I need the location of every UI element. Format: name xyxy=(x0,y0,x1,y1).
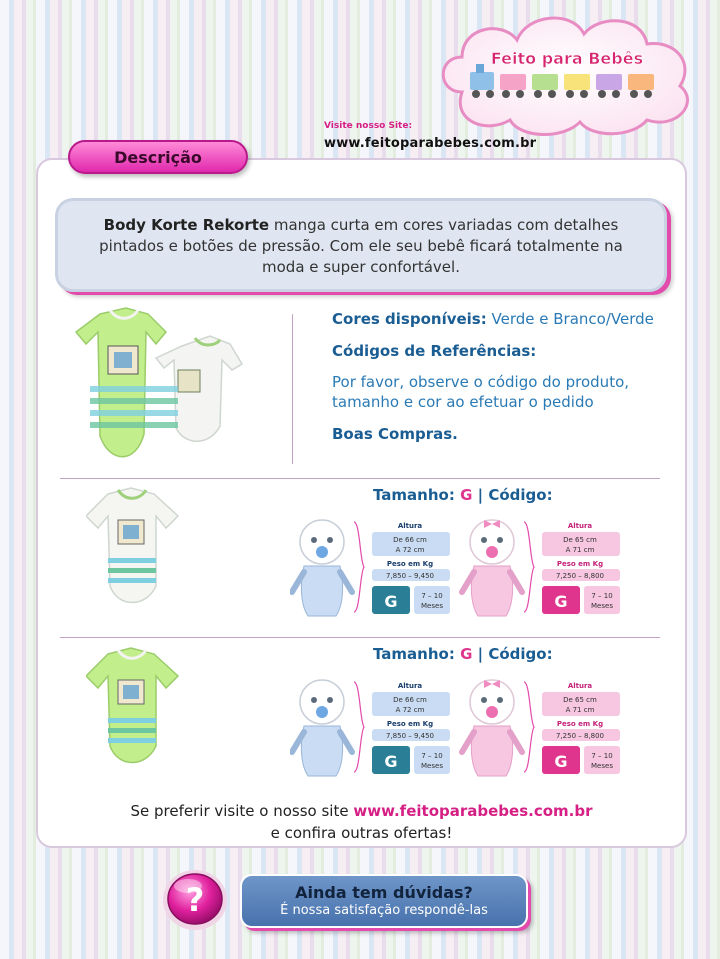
help-box[interactable] xyxy=(240,874,528,928)
boy-age-range: 7 – 10 xyxy=(421,752,443,760)
colors-value: Verde e Branco/Verde xyxy=(491,310,654,328)
divider-1 xyxy=(60,478,660,479)
girl-height-to: A 71 cm xyxy=(565,546,595,554)
boy-age-unit: Meses xyxy=(421,602,443,610)
size-chart-1 xyxy=(290,512,630,622)
boy-height-label: Altura xyxy=(397,682,423,690)
boy-weight: 7,850 – 9,450 xyxy=(385,572,435,580)
colors-label: Cores disponíveis: xyxy=(332,310,487,328)
description-tab[interactable]: Descrição xyxy=(68,140,248,174)
girl-weight: 7,250 – 8,800 xyxy=(555,572,605,580)
girl-age-unit: Meses xyxy=(591,762,613,770)
girl-weight: 7,250 – 8,800 xyxy=(555,732,605,740)
site-url-link[interactable]: www.feitoparabebes.com.br xyxy=(324,136,537,151)
size-title-2: Tamanho: G | Código: xyxy=(373,645,553,663)
boy-height-from: De 66 cm xyxy=(393,536,427,544)
vertical-divider xyxy=(292,314,293,464)
divider-2 xyxy=(60,637,660,638)
girl-size-badge: G xyxy=(554,752,568,771)
product-image-green-body xyxy=(86,646,196,770)
boy-weight-label: Peso em Kg xyxy=(386,560,434,568)
girl-height-to: A 71 cm xyxy=(565,706,595,714)
logo-text: Feito para Bebês xyxy=(490,49,644,68)
girl-height-label: Altura xyxy=(567,682,593,690)
baby-girl-icon xyxy=(462,680,522,776)
baby-girl-icon xyxy=(462,520,522,616)
girl-height-from: De 65 cm xyxy=(563,536,597,544)
size-value: G xyxy=(460,486,473,504)
codes-label: Códigos de Referências: xyxy=(332,342,537,360)
size-chart-2 xyxy=(290,672,630,782)
order-notice: Por favor, observe o código do produto, tamanho e cor ao efetuar o pedido xyxy=(332,373,630,411)
intro-box xyxy=(55,198,667,292)
footer-text xyxy=(36,800,687,844)
visit-site-label: Visite nosso Site: xyxy=(324,121,413,131)
boy-size-badge: G xyxy=(384,752,398,771)
product-name: Body Korte Rekorte xyxy=(103,216,270,234)
girl-age-unit: Meses xyxy=(591,602,613,610)
boy-height-to: A 72 cm xyxy=(395,706,425,714)
svg-text:?: ? xyxy=(185,881,205,919)
girl-height-from: De 65 cm xyxy=(563,696,597,704)
boy-age-unit: Meses xyxy=(421,762,443,770)
girl-age-range: 7 – 10 xyxy=(591,592,613,600)
boy-height-to: A 72 cm xyxy=(395,546,425,554)
boy-weight-label: Peso em Kg xyxy=(386,720,434,728)
help-subtitle: É nossa satisfação respondê-las xyxy=(280,903,488,918)
size-value: G xyxy=(460,645,473,663)
brand-logo[interactable] xyxy=(432,2,702,140)
size-title-1: Tamanho: G | Código: xyxy=(373,486,553,504)
boy-weight: 7,850 – 9,450 xyxy=(385,732,435,740)
girl-weight-label: Peso em Kg xyxy=(556,720,604,728)
help-title: Ainda tem dúvidas? xyxy=(295,883,473,902)
boy-size-badge: G xyxy=(384,592,398,611)
question-icon[interactable] xyxy=(160,866,230,932)
green-body-image xyxy=(76,308,178,457)
intro-text: manga curta em cores variadas com detalhes pintados e botões de pressão. Com ele seu bebê ficará totalmente na moda e super confortável. xyxy=(99,216,623,276)
girl-age-range: 7 – 10 xyxy=(591,752,613,760)
girl-size-badge: G xyxy=(554,592,568,611)
boy-age-range: 7 – 10 xyxy=(421,592,443,600)
closing-text: Boas Compras. xyxy=(332,425,458,443)
product-image-two-bodies xyxy=(70,306,270,476)
boy-height-label: Altura xyxy=(397,522,423,530)
colors-line xyxy=(332,309,654,329)
footer-site-link[interactable]: www.feitoparabebes.com.br xyxy=(353,802,593,820)
girl-height-label: Altura xyxy=(567,522,593,530)
girl-weight-label: Peso em Kg xyxy=(556,560,604,568)
baby-boy-icon xyxy=(292,520,352,616)
baby-boy-icon xyxy=(292,680,352,776)
footer-line2: e confira outras ofertas! xyxy=(270,824,453,842)
footer-prefix: Se preferir visite o nosso site xyxy=(130,802,349,820)
boy-height-from: De 66 cm xyxy=(393,696,427,704)
product-image-white-body xyxy=(86,486,196,608)
